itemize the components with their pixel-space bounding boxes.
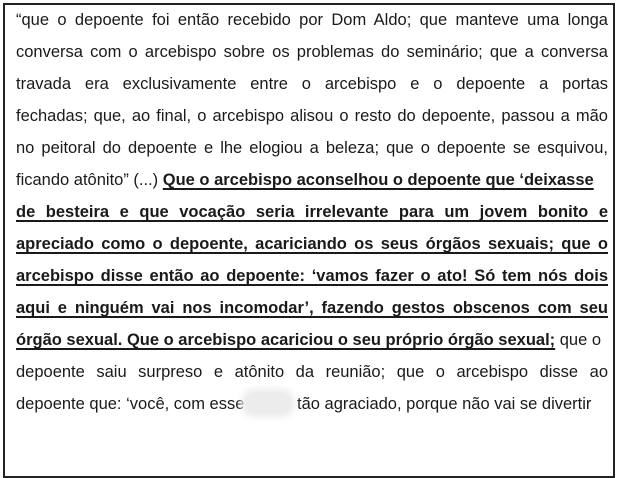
emphasized-text: órgão sexual. Que o arcebispo acariciou o seu próprio órgão sexual;: [16, 331, 556, 349]
redaction-blur: [245, 392, 291, 414]
line-text: “que o depoente foi então recebido por Dom Aldo; que manteve uma longa: [16, 11, 608, 29]
text-line-4: [16, 101, 608, 131]
emphasized-text: Que o arcebispo aconselhou o depoente que ‘deixasse: [162, 171, 594, 189]
line-text-before-redaction: depoente que: ‘você, com esse: [16, 395, 245, 413]
emphasized-text: arcebispo disse então ao depoente: ‘vamos fazer o ato! Só tem nós dois: [16, 267, 608, 285]
text-line-11: [16, 325, 608, 355]
text-line-10: [16, 293, 608, 323]
line-text: depoente saiu surpreso e atônito da reunião; que o arcebispo disse ao: [16, 363, 608, 381]
line-text: fechadas; que, ao final, o arcebispo alisou o resto do depoente, passou a mão: [16, 107, 608, 125]
text-line-13: [16, 389, 608, 419]
text-line-8: [16, 229, 608, 259]
emphasized-text: aqui e ninguém vai nos incomodar’, fazendo gestos obscenos com seu: [16, 299, 608, 317]
emphasized-text: de besteira e que vocação seria irrelevante para um jovem bonito e: [16, 203, 608, 221]
line-text-after-redaction: tão agraciado, porque não vai se divertir: [292, 395, 592, 413]
line-text: travada era exclusivamente entre o arcebispo e o depoente a portas: [16, 75, 608, 93]
line-text: no peitoral do depoente e lhe elogiou a beleza; que o depoente se esquivou,: [16, 139, 608, 157]
text-line-9: [16, 261, 608, 291]
line-text-plain: que o: [555, 331, 602, 349]
text-line-5: [16, 133, 608, 163]
line-text: conversa com o arcebispo sobre os problemas do seminário; que a conversa: [16, 43, 608, 61]
text-line-7: [16, 197, 608, 227]
text-line-1: [16, 5, 608, 35]
emphasized-text: apreciado como o depoente, acariciando os seus órgãos sexuais; que o: [16, 235, 608, 253]
text-line-12: [16, 357, 608, 387]
text-line-3: [16, 69, 608, 99]
text-line-6: [16, 165, 608, 195]
text-line-2: [16, 37, 608, 67]
line-text-plain: ficando atônito” (...): [16, 171, 163, 189]
